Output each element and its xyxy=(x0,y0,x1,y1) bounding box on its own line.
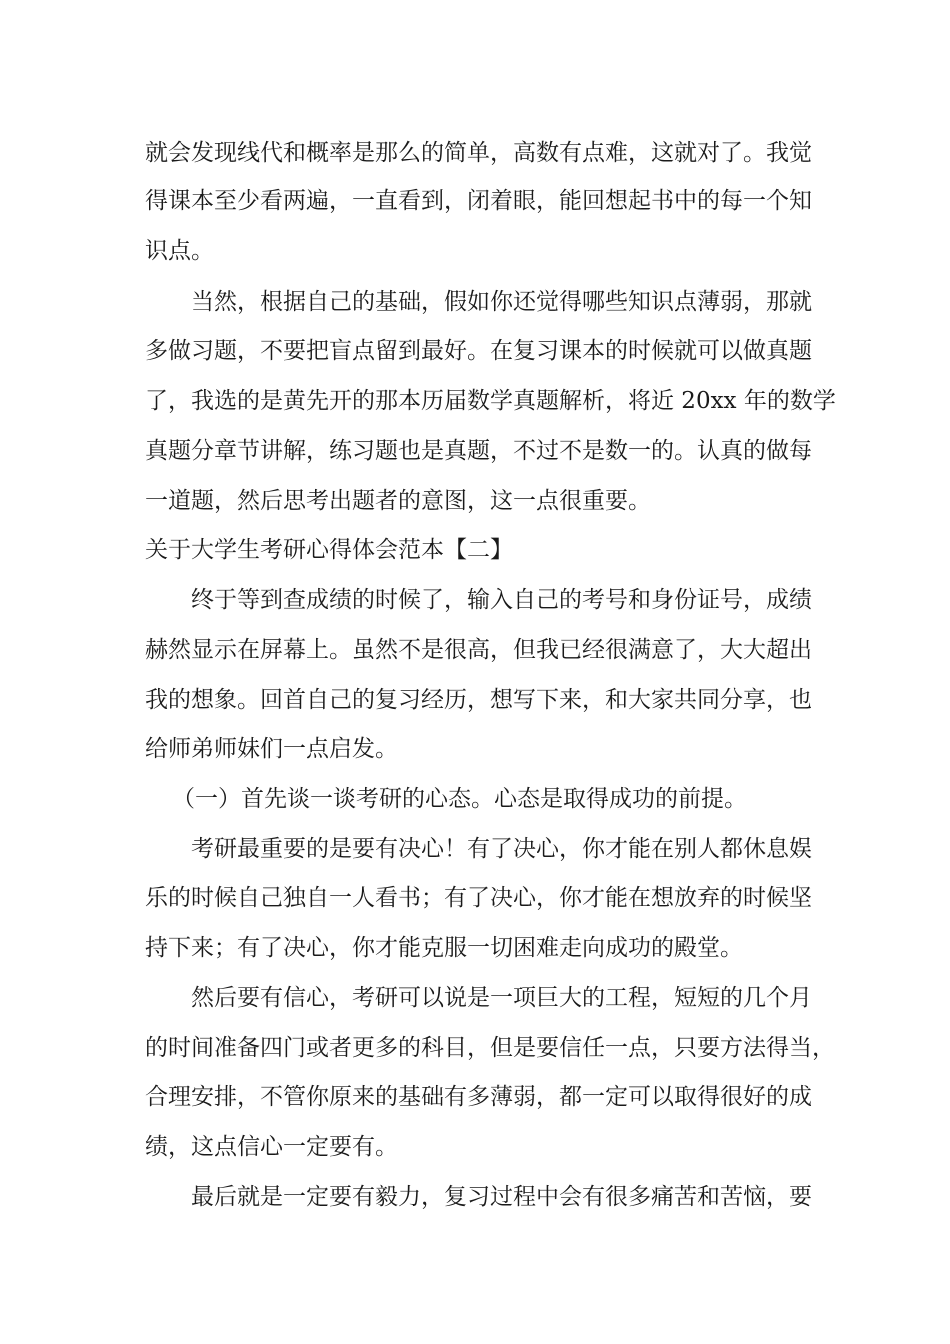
text-line: 合理安排，不管你原来的基础有多薄弱，都一定可以取得很好的成 xyxy=(145,1084,812,1110)
text-line: 一道题，然后思考出题者的意图，这一点很重要。 xyxy=(145,488,651,514)
text-line: 赫然显示在屏幕上。虽然不是很高，但我已经很满意了，大大超出 xyxy=(145,637,812,663)
paragraph-first-line: 考研最重要的是要有决心！有了决心，你才能在别人都休息娱 xyxy=(191,836,812,862)
text-line: 就会发现线代和概率是那么的简单，高数有点难，这就对了。我觉 xyxy=(145,140,812,166)
text-line: 的时间准备四门或者更多的科目，但是要信任一点，只要方法得当， xyxy=(145,1035,835,1061)
text-line: 给师弟师妹们一点启发。 xyxy=(145,736,398,762)
text-line: 我的想象。回首自己的复习经历，想写下来，和大家共同分享，也 xyxy=(145,687,812,713)
paragraph-first-line: 当然，根据自己的基础，假如你还觉得哪些知识点薄弱，那就 xyxy=(191,289,812,315)
text-line: 持下来；有了决心，你才能克服一切困难走向成功的殿堂。 xyxy=(145,935,743,961)
section-heading: 关于大学生考研心得体会范本【二】 xyxy=(145,537,513,563)
text-line: 识点。 xyxy=(145,238,214,264)
text-line: 得课本至少看两遍，一直看到，闭着眼，能回想起书中的每一个知 xyxy=(145,188,812,214)
text-line: 多做习题，不要把盲点留到最好。在复习课本的时候就可以做真题 xyxy=(145,338,812,364)
subsection-heading: （一）首先谈一谈考研的心态。心态是取得成功的前提。 xyxy=(172,786,747,812)
text-line: 乐的时候自己独自一人看书；有了决心，你才能在想放弃的时候坚 xyxy=(145,885,812,911)
paragraph-first-line: 最后就是一定要有毅力，复习过程中会有很多痛苦和苦恼，要 xyxy=(191,1184,812,1210)
paragraph-first-line: 然后要有信心，考研可以说是一项巨大的工程，短短的几个月 xyxy=(191,985,812,1011)
text-line: 真题分章节讲解，练习题也是真题，不过不是数一的。认真的做每 xyxy=(145,438,812,464)
text-line: 绩，这点信心一定要有。 xyxy=(145,1134,398,1160)
text-line: 了，我选的是黄先开的那本历届数学真题解析，将近 20xx 年的数学 xyxy=(145,388,836,414)
paragraph-first-line: 终于等到查成绩的时候了，输入自己的考号和身份证号，成绩 xyxy=(191,587,812,613)
